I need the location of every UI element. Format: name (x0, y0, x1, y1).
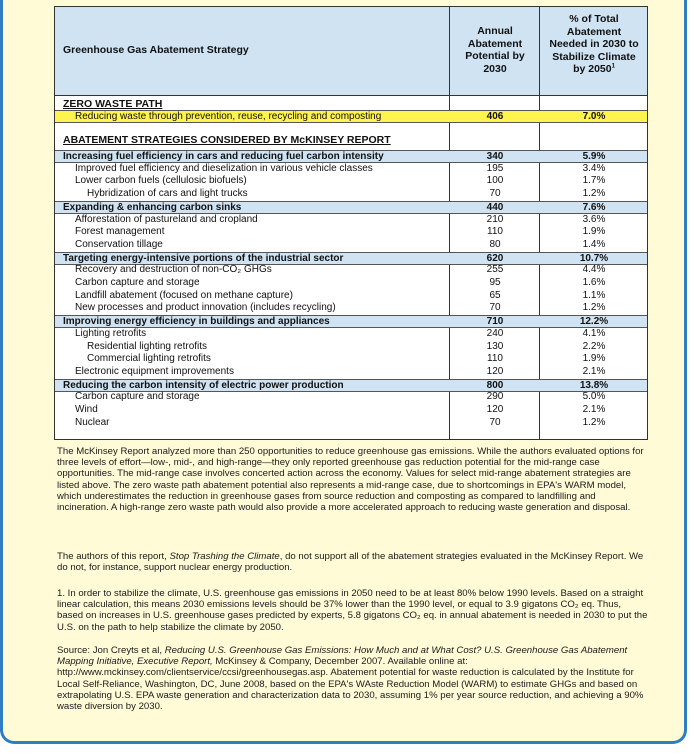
row-percent: 1.2% (582, 302, 606, 314)
row-value: 70 (489, 188, 501, 200)
row-label: Carbon capture and storage (75, 277, 200, 288)
row-label: Lighting retrofits (75, 327, 147, 339)
row-label: Reducing waste through prevention, reuse, recycling and composting (75, 111, 382, 122)
abatement-table (54, 6, 648, 440)
row-label: Expanding & enhancing carbon sinks (63, 201, 242, 213)
row-label: Lower carbon fuels (cellulosic biofuels) (75, 175, 247, 187)
header-percent: % of Total Abatement Needed in 2030 to Stabilize Climate by 2050$^1$ (549, 13, 639, 75)
table-row (55, 239, 647, 252)
row-value: 406 (486, 111, 504, 122)
row-label: Nuclear (75, 416, 110, 428)
row-label: Hybridization of cars and light trucks (87, 188, 248, 200)
footnote-mark: 1 (611, 63, 615, 70)
row-percent: 3.6% (582, 213, 606, 225)
row-percent: 1.6% (582, 277, 606, 288)
row-value: 110 (487, 353, 503, 365)
table-row (55, 417, 647, 430)
table-row (55, 188, 647, 201)
row-value: 340 (486, 151, 504, 162)
table-row (55, 341, 647, 354)
row-percent: 7.0% (582, 111, 606, 122)
row-value: 195 (486, 162, 504, 174)
row-label: Reducing the carbon intensity of electric power production (63, 379, 344, 391)
category-row (55, 201, 647, 214)
row-percent: 1.2% (582, 188, 606, 200)
row-value: 290 (486, 391, 504, 403)
row-percent: 5.9% (582, 151, 606, 162)
header-potential: Annual Abatement Potential by 2030 (465, 25, 525, 75)
row-value: 65 (489, 289, 501, 301)
category-row (55, 315, 647, 328)
table-row (55, 353, 647, 366)
row-percent: 5.0% (582, 391, 606, 403)
row-label: Recovery and destruction of non-CO₂ GHGs (75, 264, 272, 276)
row-percent: 1.4% (582, 238, 606, 250)
row-value: 110 (487, 226, 503, 238)
header-strategy: Greenhouse Gas Abatement Strategy (63, 44, 249, 56)
row-percent: 10.7% (579, 252, 609, 264)
row-value: 120 (486, 404, 504, 415)
row-label: Residential lighting retrofits (87, 340, 208, 352)
row-label: Carbon capture and storage (75, 391, 200, 403)
zero-waste-title: ZERO WASTE PATH (63, 98, 163, 110)
mckinsey-title: ABATEMENT STRATEGIES CONSIDERED BY McKINSEY REPORT (63, 134, 391, 146)
column-divider (449, 7, 450, 95)
table-row (55, 366, 647, 379)
paragraph-mckinsey: The McKinsey Report analyzed more than 250 opportunities to reduce greenhouse gas emissions. While the authors evaluated options for three levels of effort—low-, mid-, and high-range—they only reported greenhouse gas reduction potential for the mid-range case opportunities. The mid-range case involves concerted action across the economy. Values for select mid-range abatement strategies are listed above. The zero waste path abatement potential also represents a mid-range case, due to shortcomings in EPA's WARM model, which underestimates the reduction in greenhouse gases from source reduction and composting as compared to landfilling and incineration. A high-range zero waste path would also provide a more accelerated approach to reducing waste generation and disposal. (57, 446, 644, 514)
row-percent: 4.1% (582, 327, 606, 339)
row-label: Conservation tillage (75, 238, 163, 250)
row-label: Forest management (75, 226, 165, 238)
row-percent: 1.2% (582, 416, 606, 428)
row-percent: 2.2% (582, 340, 606, 352)
table-row (55, 277, 647, 290)
row-value: 255 (486, 264, 504, 276)
paragraph-authors: The authors of this report, Stop Trashing the Climate, do not support all of the abatement strategies evaluated in the McKinsey Report. We do not, for instance, support nuclear energy production. (57, 551, 644, 574)
row-value: 80 (489, 238, 501, 250)
row-percent: 2.1% (582, 365, 606, 377)
table-row (55, 290, 647, 303)
table-row (55, 214, 647, 227)
footnote-1: 1. In order to stabilize the climate, U.S. greenhouse gas emissions in 2050 need to be at least 80% below 1990 levels. Based on a straight linear calculation, this means 2030 emissions levels should be 37% lower than the 1990 level, or equal to 3.9 gigatons CO₂ eq. Thus, based on increases in U.S. greenhouse gases predicted by experts, 5.8 gigatons CO₂ eq. in annual abatement is needed in 2030 to put the U.S. on the path to help stabilize the climate by 2050. (57, 588, 648, 633)
row-percent: 3.4% (582, 162, 606, 174)
row-percent: 13.8% (579, 379, 609, 391)
row-percent: 1.7% (582, 175, 606, 187)
row-value: 240 (486, 327, 504, 339)
row-label: New processes and product innovation (includes recycling) (75, 302, 336, 314)
zero-waste-row (55, 110, 647, 123)
row-label: Wind (75, 404, 98, 415)
category-row (55, 252, 647, 265)
row-label: Commercial lighting retrofits (87, 353, 211, 365)
table-row (55, 264, 647, 277)
table-row (55, 302, 647, 315)
table-row (55, 163, 647, 176)
row-percent: 4.4% (582, 264, 606, 276)
table-row (55, 175, 647, 188)
table-row (55, 391, 647, 404)
category-row (55, 150, 647, 163)
table-row (55, 328, 647, 341)
row-value: 620 (486, 252, 504, 264)
table-header (55, 7, 647, 96)
row-label: Increasing fuel efficiency in cars and reducing fuel carbon intensity (63, 151, 384, 162)
source-note: Source: Jon Creyts et al, Reducing U.S. Greenhouse Gas Emissions: How Much and at What Cost? U.S. Greenhouse Gas Abatement Mapping Initiative, Executive Report, McKinsey & Company, December 2007. Available online at: http://www.mckinsey.com/clientservice/ccsi/greenhousegas.asp. Abatement potential for waste reduction is calculated by the Institute for Local Self-Reliance, Washington, DC, June 2008, based on the EPA's WAste Reduction Model (WARM) to estimate GHGs and based on extrapolating U.S. EPA waste generation and characterization data to 2030, assuming 1% per year source reduction, and achieving a 90% waste diversion by 2030. (57, 645, 644, 713)
row-percent: 1.1% (582, 289, 606, 301)
row-value: 710 (486, 316, 504, 328)
table-row (55, 226, 647, 239)
row-value: 70 (489, 302, 501, 314)
row-value: 95 (489, 277, 501, 288)
table-row (55, 404, 647, 417)
row-percent: 7.6% (582, 201, 606, 213)
row-label: Afforestation of pastureland and cropland (75, 213, 258, 225)
row-percent: 12.2% (579, 316, 609, 328)
row-label: Electronic equipment improvements (75, 365, 234, 377)
column-divider (539, 7, 540, 95)
row-label: Landfill abatement (focused on methane capture) (75, 289, 293, 301)
row-value: 130 (486, 340, 504, 352)
row-value: 800 (486, 379, 504, 391)
row-percent: 1.9% (582, 353, 606, 365)
row-value: 70 (489, 416, 501, 428)
category-row (55, 379, 647, 392)
row-value: 210 (486, 213, 504, 225)
row-percent: 1.9% (582, 226, 606, 238)
row-label: Improved fuel efficiency and dieselization in various vehicle classes (75, 162, 373, 174)
row-value: 440 (486, 201, 504, 213)
row-label: Improving energy efficiency in buildings and appliances (63, 316, 330, 328)
row-label: Targeting energy-intensive portions of the industrial sector (63, 252, 344, 264)
row-value: 120 (486, 365, 504, 377)
row-percent: 2.1% (582, 404, 606, 415)
row-value: 100 (486, 175, 504, 187)
